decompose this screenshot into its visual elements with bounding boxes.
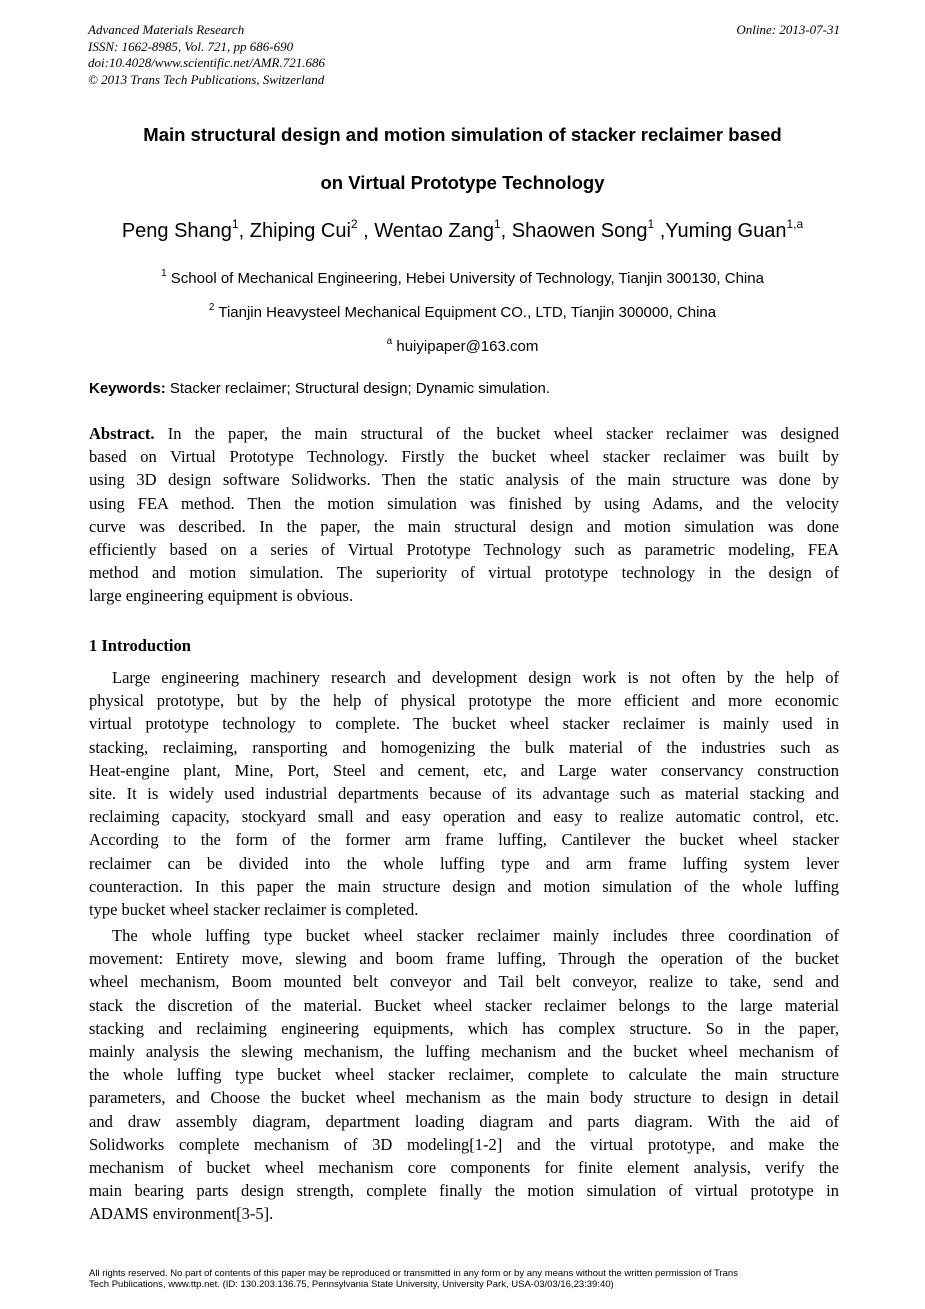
paragraph-line: mechanism of bucket wheel mechanism core components for finite element analysis, verify the <box>89 1157 839 1177</box>
contact-email <box>40 338 885 355</box>
paragraph-line: Heat-engine plant, Mine, Port, Steel and cement, etc, and Large water conservancy construction <box>89 760 839 780</box>
author-list <box>40 217 885 243</box>
abstract-line: method and motion simulation. The superiority of virtual prototype technology in the design of <box>89 563 839 583</box>
paragraph-line: counteraction. In this paper the main structure design and motion simulation of the whole luffing <box>89 876 839 896</box>
paragraph-line: stacking, reclaiming, ransporting and homogenizing the bulk material of the industries such as <box>89 737 839 757</box>
abstract-line: based on Virtual Prototype Technology. Firstly the bucket wheel stacker reclaimer was built by <box>89 447 839 467</box>
affiliation-text: Tianjin Heavysteel Mechanical Equipment CO., LTD, Tianjin 300000, China <box>214 304 717 321</box>
author-separator: , <box>500 220 512 242</box>
abstract-line: large engineering equipment is obvious. <box>89 586 354 606</box>
paragraph-line: Solidworks complete mechanism of 3D modeling[1-2] and the virtual prototype, and make the <box>89 1134 839 1154</box>
abstract-line: efficiently based on a series of Virtual Prototype Technology such as parametric modeling, FEA <box>89 539 839 559</box>
paragraph-line: stack the discretion of the material. Bucket wheel stacker reclaimer belongs to the large material <box>89 995 839 1015</box>
author-affiliation-mark: 1,a <box>786 217 804 231</box>
paragraph-line: movement: Entirety move, slewing and boom frame luffing, Through the operation of the bucket <box>89 949 839 969</box>
paragraph-line: The whole luffing type bucket wheel stacker reclaimer mainly includes three coordination of <box>112 926 839 945</box>
abstract-line: using 3D design software Solidworks. Then the static analysis of the main structure was done by <box>89 470 839 490</box>
paragraph-line: wheel mechanism, Boom mounted belt conveyor and Tail belt conveyor, realize to take, send and <box>89 972 839 992</box>
abstract <box>89 422 839 608</box>
journal-header <box>88 22 488 88</box>
author-name: Peng Shang <box>121 220 232 242</box>
keywords <box>89 380 849 397</box>
rights-footer <box>89 1268 849 1290</box>
footer-line: All rights reserved. No part of contents of this paper may be reproduced or transmitted in any form or by any means without the written permission of Trans <box>89 1268 738 1279</box>
affiliation-mark: 1 <box>161 268 167 279</box>
author-affiliation-mark: 2 <box>350 217 358 231</box>
abstract-line <box>89 422 839 445</box>
paragraph-line: ADAMS environment[3-5]. <box>89 1204 274 1224</box>
email-text: huiyipaper@163.com <box>392 338 539 355</box>
keywords-text: Stacker reclaimer; Structural design; Dynamic simulation. <box>165 380 550 397</box>
paragraph-line: main bearing parts design strength, complete finally the motion simulation of virtual prototype in <box>89 1181 839 1201</box>
paragraph-line: physical prototype, but by the help of physical prototype the more efficient and more economic <box>89 691 839 711</box>
affiliation-1 <box>40 270 885 287</box>
paragraph-line: Large engineering machinery research and development design work is not often by the help of <box>112 668 839 687</box>
copyright-line: © 2013 Trans Tech Publications, Switzerland <box>88 71 325 87</box>
paragraph-line: site. It is widely used industrial departments because of its advantage such as material stacking and <box>89 783 839 803</box>
author-name: Zhiping Cui <box>249 220 351 242</box>
paper-title-line-1: Main structural design and motion simulation of stacker reclaimer based <box>143 124 782 145</box>
author-name: Wentao Zang <box>374 220 494 242</box>
author-name: Yuming Guan <box>665 220 787 242</box>
author-name: Shaowen Song <box>511 220 648 242</box>
paragraph-line: stacking and reclaiming engineering equipments, which has complex structure. So in the paper, <box>89 1018 839 1038</box>
abstract-line-text: In the paper, the main structural of the bucket wheel stacker reclaimer was designed <box>154 424 839 443</box>
section-heading-introduction: 1 Introduction <box>89 636 191 655</box>
paragraph-line: virtual prototype technology to complete. The bucket wheel stacker reclaimer is mainly used in <box>89 714 839 734</box>
author-affiliation-mark: 1 <box>231 217 239 231</box>
affiliation-text: School of Mechanical Engineering, Hebei University of Technology, Tianjin 300130, China <box>166 270 764 287</box>
doi-line: doi:10.4028/www.scientific.net/AMR.721.686 <box>88 55 325 70</box>
keywords-label: Keywords: <box>89 380 166 397</box>
online-date: Online: 2013-07-31 <box>736 22 840 37</box>
paragraph-line: According to the form of the former arm frame luffing, Cantilever the bucket wheel stacker <box>89 830 839 850</box>
intro-paragraph-2 <box>89 924 839 1225</box>
author-separator: , <box>238 220 250 242</box>
paragraph-line: type bucket wheel stacker reclaimer is completed. <box>89 899 419 919</box>
paragraph-line: mainly analysis the slewing mechanism, the luffing mechanism and the bucket wheel mechanism of <box>89 1041 839 1061</box>
author-separator: , <box>654 220 666 242</box>
journal-name: Advanced Materials Research <box>88 22 245 37</box>
paragraph-line: parameters, and Choose the bucket wheel mechanism as the main body structure to design in detail <box>89 1088 839 1108</box>
paragraph-line: reclaiming capacity, stockyard small and easy operation and easy to realize automatic control, etc. <box>89 807 839 827</box>
abstract-label: Abstract. <box>89 424 155 443</box>
author-separator: , <box>357 220 375 242</box>
author-affiliation-mark: 1 <box>493 217 501 231</box>
abstract-line: curve was described. In the paper, the main structural design and motion simulation was done <box>89 516 839 536</box>
affiliation-2 <box>40 304 885 321</box>
intro-paragraph-1 <box>89 666 839 921</box>
paragraph-line: and draw assembly diagram, department loading diagram and parts diagram. With the aid of <box>89 1111 839 1131</box>
paragraph-line: the whole luffing type bucket wheel stacker reclaimer, complete to calculate the main structure <box>89 1065 839 1085</box>
paragraph-line: reclaimer can be divided into the whole luffing type and arm frame luffing system lever <box>89 853 839 873</box>
abstract-line: using FEA method. Then the motion simulation was finished by using Adams, and the velocity <box>89 493 839 513</box>
issn-line: ISSN: 1662-8985, Vol. 721, pp 686-690 <box>88 38 294 54</box>
affiliation-mark: a <box>386 336 393 347</box>
footer-line: Tech Publications, www.ttp.net. (ID: 130.203.136.75, Pennsylvania State University, University Park, USA-03/03/16,23:39:40) <box>89 1279 614 1290</box>
author-affiliation-mark: 1 <box>647 217 655 231</box>
affiliation-mark: 2 <box>208 302 215 313</box>
paper-title-line-2: on Virtual Prototype Technology <box>320 172 605 193</box>
